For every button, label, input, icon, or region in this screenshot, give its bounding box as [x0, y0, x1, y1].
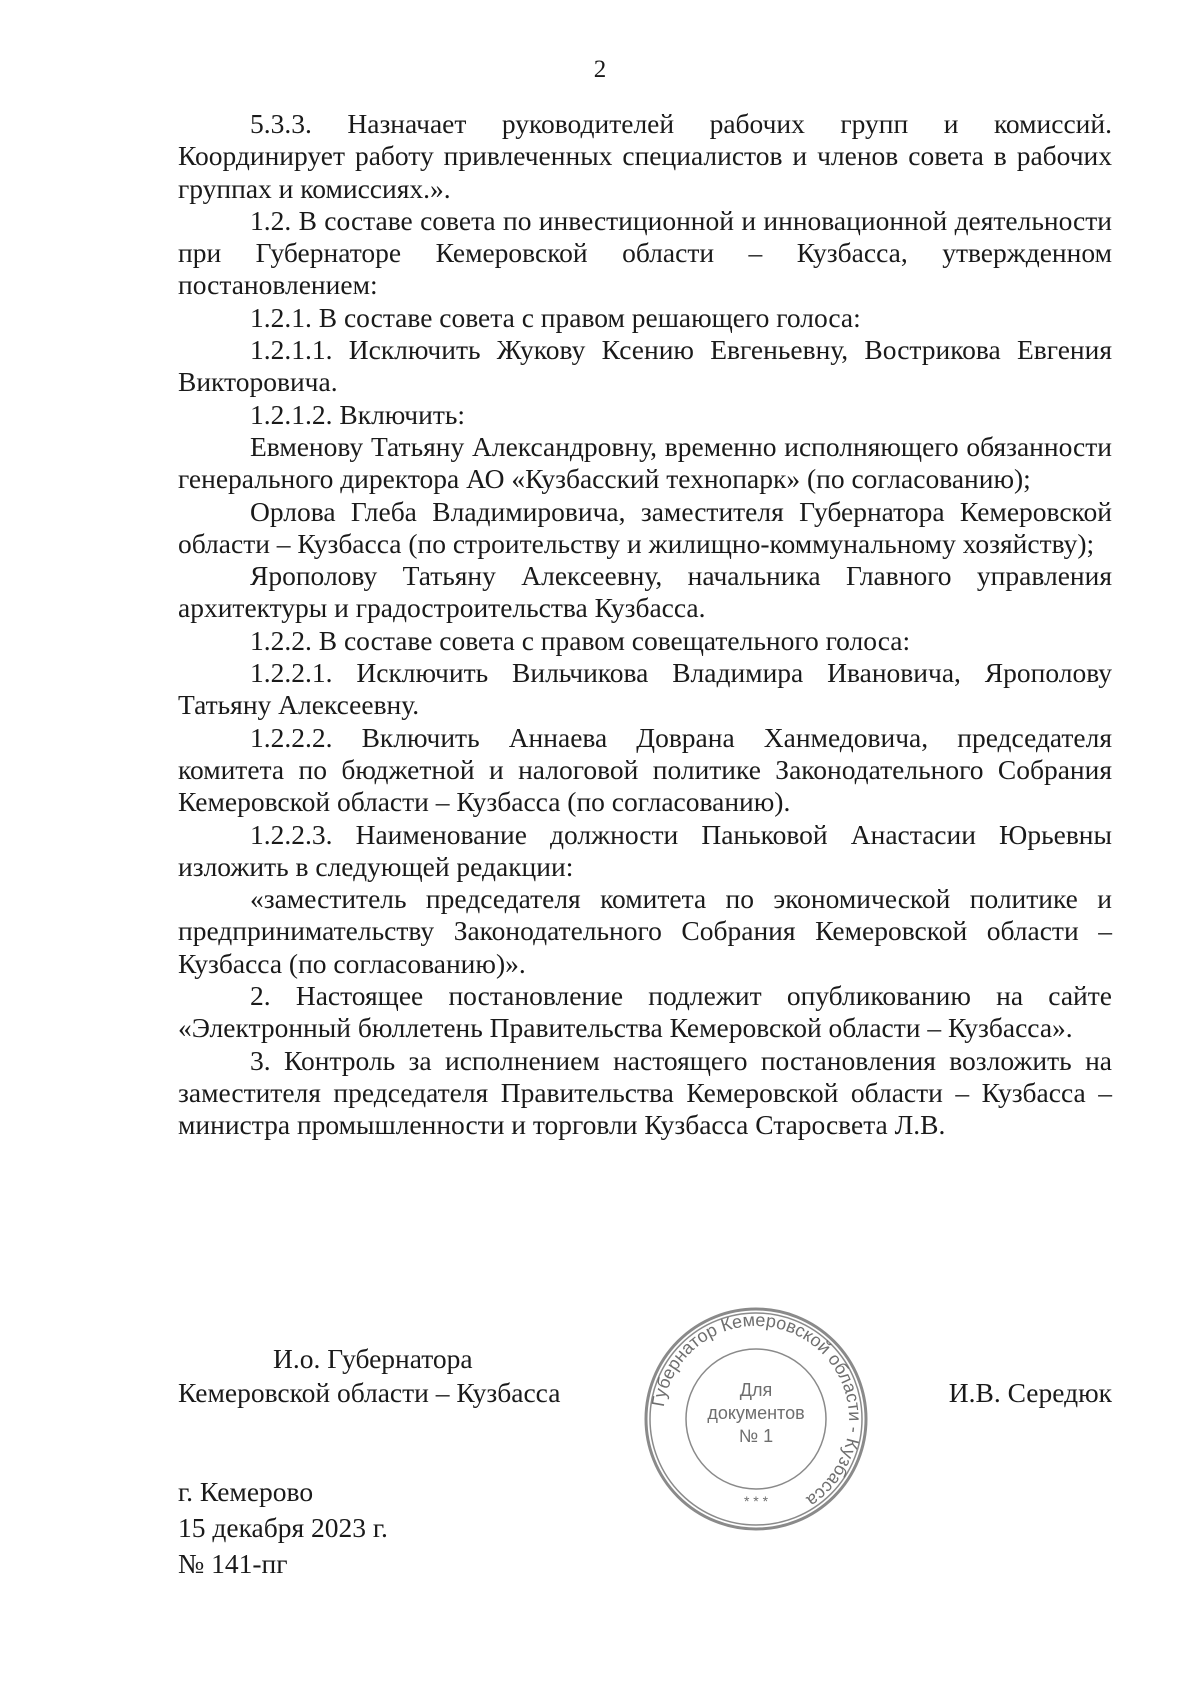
document-date: 15 декабря 2023 г.	[178, 1512, 388, 1543]
paragraph-1-2-1-1: 1.2.1.1. Исключить Жукову Ксению Евгеньевну, Вострикова Евгения Викторовича.	[178, 334, 1112, 398]
paragraph-1-2-1-2: 1.2.1.2. Включить:	[250, 398, 466, 430]
signatory-name: И.В. Середюк	[948, 1377, 1112, 1408]
paragraph-include-evmenova: Евменову Татьяну Александровну, временно исполняющего обязанности генерального директора АО «Кузбасский технопарк» (по согласованию);	[178, 430, 1112, 495]
stamp-stars: * * *	[743, 1493, 769, 1509]
paragraph-5-3-3: 5.3.3. Назначает руководителей рабочих групп и комиссий. Координирует работу привлеченных специалистов и членов совета в рабочих группах и комиссиях.».	[178, 108, 1112, 204]
official-stamp	[643, 1306, 869, 1532]
signatory-title-line2: Кемеровской области – Кузбасса	[178, 1377, 561, 1408]
paragraph-3: 3. Контроль за исполнением настоящего постановления возложить на заместителя председателя Правительства Кемеровской области – Кузбасса – министра промышленности и торговли Кузбасса Старосвета Л.В.	[178, 1044, 1112, 1141]
document-number: № 141-пг	[178, 1548, 288, 1579]
page-number: 2	[593, 56, 607, 83]
paragraph-1-2-2-1: 1.2.2.1. Исключить Вильчикова Владимира Ивановича, Ярополову Татьяну Алексеевну.	[178, 657, 1112, 721]
paragraph-1-2-2-3: 1.2.2.3. Наименование должности Паньковой Анастасии Юрьевны изложить в следующей редакции:	[178, 818, 1112, 882]
place-date-block	[178, 1474, 388, 1582]
city: г. Кемерово	[178, 1476, 314, 1507]
paragraph-1-2-2: 1.2.2. В составе совета с правом совещательного голоса:	[250, 624, 911, 656]
paragraph-1-2: 1.2. В составе совета по инвестиционной и инновационной деятельности при Губернаторе Кемеровской области – Кузбасса, утвержденном постановлением:	[178, 204, 1112, 301]
stamp-center-line2: документов	[707, 1403, 805, 1423]
paragraph-1-2-2-2: 1.2.2.2. Включить Аннаева Доврана Ханмедовича, председателя комитета по бюджетной и налоговой политике Законодательного Собрания Кемеровской области – Кузбасса (по согласованию).	[178, 721, 1112, 818]
paragraph-new-title: «заместитель председателя комитета по экономической политике и предпринимательству Законодательного Собрания Кемеровской области – Кузбасса (по согласованию)».	[178, 883, 1112, 979]
paragraph-include-orlov: Орлова Глеба Владимировича, заместителя Губернатора Кемеровской области – Кузбасса (по строительству и жилищно-коммунальному хозяйству);	[178, 495, 1112, 559]
paragraph-1-2-1: 1.2.1. В составе совета с правом решающего голоса:	[250, 301, 861, 333]
stamp-center-line1: Для	[739, 1380, 773, 1400]
stamp-center-line3: № 1	[738, 1426, 774, 1446]
document-body	[178, 108, 1112, 1142]
paragraph-2: 2. Настоящее постановление подлежит опубликованию на сайте «Электронный бюллетень Правительства Кемеровской области – Кузбасса».	[178, 980, 1112, 1044]
signatory-title-line1: И.о. Губернатора	[273, 1343, 473, 1374]
paragraph-include-yaropolova: Ярополову Татьяну Алексеевну, начальника Главного управления архитектуры и градостроительства Кузбасса.	[178, 560, 1112, 624]
stamp-ring-text: Губернатор Кемеровской области - Кузбасса	[647, 1309, 866, 1512]
